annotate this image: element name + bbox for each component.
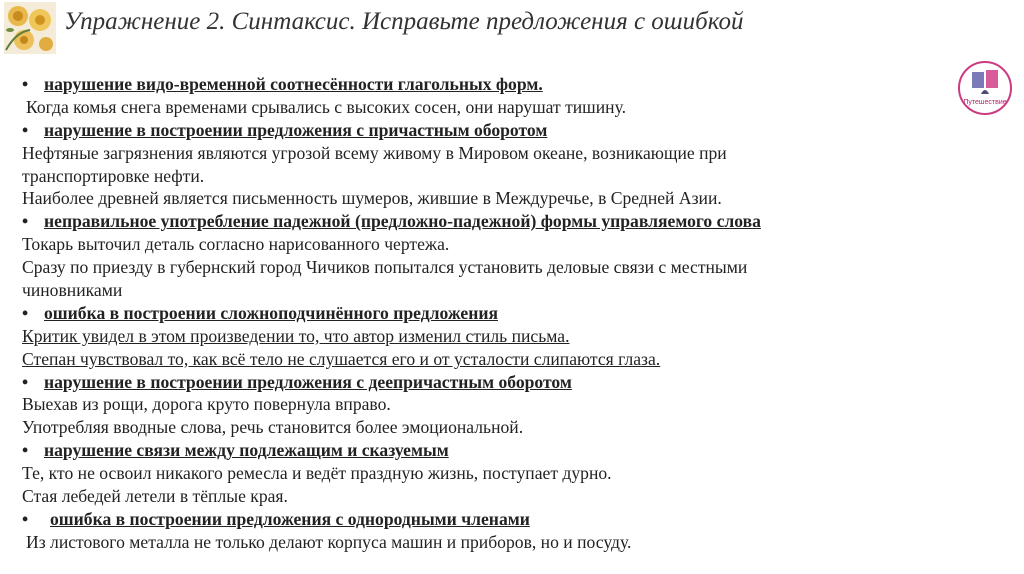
sentence: Употребляя вводные слова, речь становится более эмоциональной. bbox=[22, 417, 524, 438]
sentence: Нефтяные загрязнения являются угрозой всему живому в Мировом океане, возникающие при bbox=[22, 142, 727, 163]
page-title: Упражнение 2. Синтаксис. Исправьте предложения с ошибкой bbox=[64, 8, 744, 35]
section-heading: • нарушение связи между подлежащим и сказуемым bbox=[22, 440, 449, 461]
section-heading: • ошибка в построении предложения с однородными членами bbox=[22, 508, 530, 529]
sentence: Те, кто не освоил никакого ремесла и ведёт праздную жизнь, поступает дурно. bbox=[22, 463, 612, 484]
flowers-decoration-icon bbox=[4, 2, 56, 54]
bullet-icon: • bbox=[22, 508, 29, 529]
sentence: Выехав из рощи, дорога круто повернула вправо. bbox=[22, 394, 391, 415]
sentence: Когда комья снега временами срывались с высоких сосен, они нарушат тишину. bbox=[26, 96, 626, 117]
sentence: Сразу по приезду в губернский город Чичиков попытался установить деловые связи с местными bbox=[22, 257, 748, 278]
sentence: Критик увидел в этом произведении то, что автор изменил стиль письма. bbox=[22, 325, 570, 346]
section-heading: • неправильное употребление падежной (предложно-падежной) формы управляемого слова bbox=[22, 211, 761, 232]
sentence: Из листового металла не только делают корпуса машин и приборов, но и посуду. bbox=[26, 531, 632, 552]
sentence: Стая лебедей летели в тёплые края. bbox=[22, 486, 288, 507]
bullet-icon: • bbox=[22, 74, 29, 94]
sentence: Степан чувствовал то, как всё тело не слушается его и от усталости слипаются глаза. bbox=[22, 348, 661, 369]
bullet-icon: • bbox=[22, 440, 29, 461]
sentence: Наиболее древней является письменность шумеров, жившие в Междуречье, в Средней Азии. bbox=[22, 188, 722, 209]
bullet-icon: • bbox=[22, 211, 29, 232]
section-heading: • нарушение видо-временной соотнесённости глагольных форм. bbox=[22, 74, 543, 94]
sentence: чиновниками bbox=[22, 280, 123, 301]
section-heading: • нарушение в построении предложения с деепричастным оборотом bbox=[22, 371, 572, 392]
section-heading: • нарушение в построении предложения с причастным оборотом bbox=[22, 119, 548, 140]
bullet-icon: • bbox=[22, 371, 29, 392]
sentence: транспортировке нефти. bbox=[22, 165, 205, 186]
exercise-content bbox=[22, 73, 1002, 554]
section-heading: • ошибка в построении сложноподчинённого предложения bbox=[22, 302, 498, 323]
bullet-icon: • bbox=[22, 119, 29, 140]
sentence: Токарь выточил деталь согласно нарисованного чертежа. bbox=[22, 234, 450, 255]
logo-caption: Путешествие bbox=[963, 99, 1007, 106]
bullet-icon: • bbox=[22, 302, 29, 323]
